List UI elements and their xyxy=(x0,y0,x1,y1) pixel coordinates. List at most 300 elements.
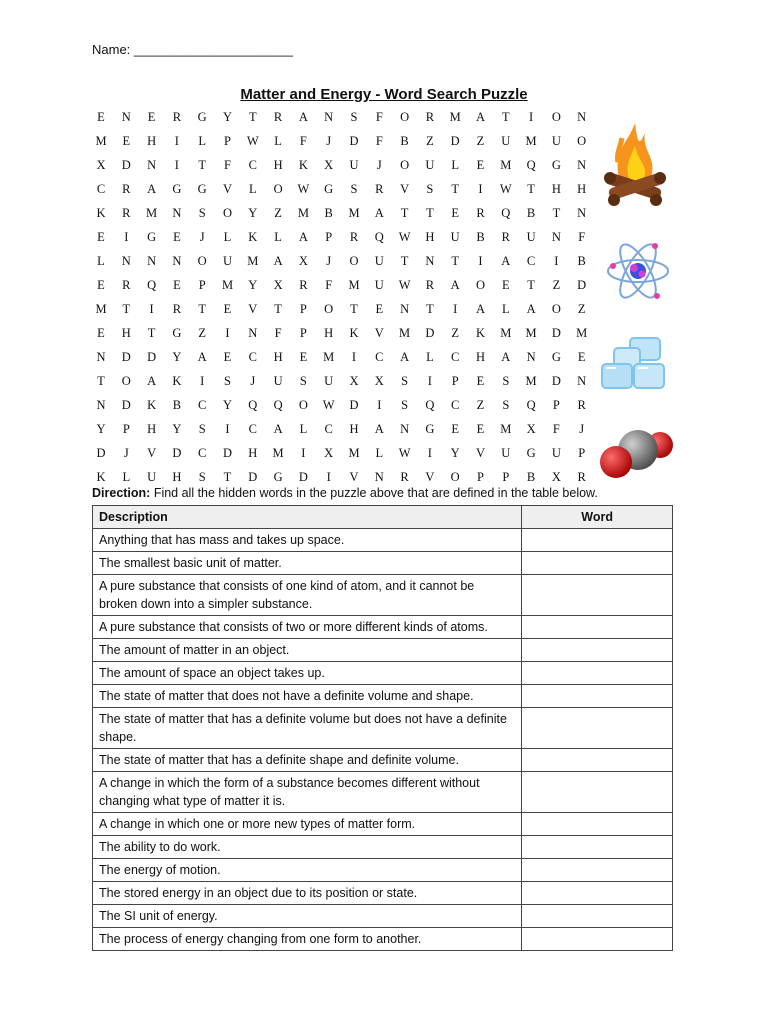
grid-letter: J xyxy=(199,230,205,244)
grid-letter: D xyxy=(147,350,157,364)
grid-letter: N xyxy=(577,110,587,124)
grid-letter: A xyxy=(475,110,486,124)
description-cell: The state of matter that has a definite volume but does not have a definite shape. xyxy=(93,708,522,749)
grid-letter: H xyxy=(121,326,131,340)
grid-letter: M xyxy=(500,158,512,172)
grid-letter: V xyxy=(475,446,486,460)
grid-letter: M xyxy=(297,206,309,220)
description-cell: A change in which the form of a substance becomes different without changing what type of matter it is. xyxy=(93,772,522,813)
grid-letter: E xyxy=(223,350,232,364)
word-answer-cell[interactable] xyxy=(522,836,673,859)
grid-letter: E xyxy=(476,422,485,436)
grid-letter: A xyxy=(501,350,511,364)
grid-row xyxy=(89,252,599,276)
grid-letter: N xyxy=(96,398,106,412)
ice-cubes-icon xyxy=(600,334,668,394)
word-answer-cell[interactable] xyxy=(522,616,673,639)
grid-letter: A xyxy=(526,302,536,316)
grid-letter: G xyxy=(324,182,334,196)
grid-row xyxy=(89,444,599,468)
grid-letter: D xyxy=(121,350,131,364)
grid-letter: U xyxy=(324,374,334,388)
grid-letter: T xyxy=(122,302,131,316)
description-cell: A change in which one or more new types of matter form. xyxy=(93,813,522,836)
grid-letter: F xyxy=(578,230,586,244)
grid-letter: G xyxy=(551,158,561,172)
grid-letter: Q xyxy=(501,206,511,220)
grid-letter: T xyxy=(147,326,156,340)
grid-letter: P xyxy=(552,398,560,412)
grid-letter: Y xyxy=(96,422,106,436)
grid-letter: M xyxy=(500,326,512,340)
grid-letter: F xyxy=(375,110,383,124)
grid-letter: L xyxy=(248,182,257,196)
grid-letter: N xyxy=(96,350,106,364)
grid-letter: C xyxy=(96,182,106,196)
description-cell: The ability to do work. xyxy=(93,836,522,859)
grid-letter: B xyxy=(577,254,586,268)
grid-letter: V xyxy=(400,182,410,196)
grid-letter: U xyxy=(551,134,561,148)
grid-letter: S xyxy=(350,182,358,196)
grid-letter: T xyxy=(451,254,459,268)
grid-letter: T xyxy=(426,206,434,220)
grid-letter: U xyxy=(551,446,561,460)
grid-letter: R xyxy=(122,206,131,220)
grid-letter: K xyxy=(147,398,157,412)
word-answer-cell[interactable] xyxy=(522,928,673,951)
grid-letter: E xyxy=(97,110,105,124)
grid-letter: M xyxy=(348,278,360,292)
grid-letter: W xyxy=(499,182,512,196)
grid-letter: N xyxy=(121,254,131,268)
grid-letter: B xyxy=(526,206,536,220)
grid-letter: H xyxy=(324,326,334,340)
grid-letter: Z xyxy=(552,278,561,292)
grid-letter: H xyxy=(147,422,157,436)
direction-instructions: Find all the hidden words in the puzzle above that are defined in the table below. xyxy=(150,486,598,500)
grid-letter: G xyxy=(526,446,536,460)
grid-letter: O xyxy=(551,302,561,316)
page-title: Matter and Energy - Word Search Puzzle xyxy=(240,86,528,103)
grid-letter: N xyxy=(577,158,587,172)
grid-letter: C xyxy=(375,350,384,364)
grid-row xyxy=(89,108,599,132)
grid-letter: X xyxy=(374,374,384,388)
grid-letter: Q xyxy=(425,398,435,412)
grid-row xyxy=(89,420,599,444)
grid-letter: P xyxy=(325,230,333,244)
grid-letter: O xyxy=(400,158,410,172)
grid-letter: O xyxy=(475,278,486,292)
grid-letter: Q xyxy=(273,398,283,412)
table-row xyxy=(93,813,673,836)
grid-row xyxy=(89,276,599,300)
description-cell: The energy of motion. xyxy=(93,859,522,882)
grid-letter: L xyxy=(451,158,459,172)
grid-letter: I xyxy=(200,374,205,388)
grid-letter: L xyxy=(299,422,308,436)
grid-letter: O xyxy=(551,110,561,124)
grid-letter: D xyxy=(425,326,435,340)
grid-letter: Y xyxy=(222,110,233,124)
grid-letter: P xyxy=(198,278,206,292)
table-row xyxy=(93,529,673,552)
grid-letter: C xyxy=(451,398,460,412)
grid-letter: C xyxy=(198,446,207,460)
grid-letter: U xyxy=(450,230,460,244)
grid-letter: F xyxy=(274,326,282,340)
grid-row xyxy=(89,396,599,420)
grid-letter: R xyxy=(501,230,510,244)
name-line: Name: ______________________ xyxy=(92,42,293,57)
word-answer-cell[interactable] xyxy=(522,552,673,575)
grid-row xyxy=(89,348,599,372)
word-answer-cell[interactable] xyxy=(522,639,673,662)
direction-label: Direction: xyxy=(92,486,151,500)
grid-letter: Z xyxy=(577,302,586,316)
grid-letter: J xyxy=(123,446,129,460)
grid-letter: Y xyxy=(248,278,258,292)
grid-letter: X xyxy=(324,158,334,172)
grid-letter: R xyxy=(400,470,409,484)
description-cell: Anything that has mass and takes up space. xyxy=(93,529,522,552)
grid-letter: I xyxy=(427,446,432,460)
grid-letter: G xyxy=(425,422,435,436)
grid-letter: A xyxy=(501,254,511,268)
description-cell: The state of matter that does not have a definite volume and shape. xyxy=(93,685,522,708)
grid-letter: N xyxy=(577,374,587,388)
grid-letter: C xyxy=(324,422,333,436)
grid-letter: N xyxy=(147,158,157,172)
grid-letter: K xyxy=(298,158,308,172)
grid-letter: O xyxy=(121,374,131,388)
grid-row xyxy=(89,324,599,348)
grid-letter: I xyxy=(427,374,432,388)
grid-letter: M xyxy=(348,446,360,460)
grid-letter: Z xyxy=(476,398,485,412)
grid-letter: D xyxy=(121,158,131,172)
grid-letter: G xyxy=(551,350,561,364)
grid-letter: I xyxy=(377,398,382,412)
grid-letter: L xyxy=(122,470,131,484)
grid-letter: Y xyxy=(172,422,182,436)
grid-letter: Q xyxy=(248,398,258,412)
grid-letter: A xyxy=(298,230,308,244)
grid-letter: M xyxy=(525,374,537,388)
grid-letter: C xyxy=(451,350,460,364)
grid-letter: K xyxy=(96,206,106,220)
grid-letter: D xyxy=(349,398,359,412)
table-row xyxy=(93,882,673,905)
grid-letter: J xyxy=(250,374,256,388)
table-row xyxy=(93,685,673,708)
grid-letter: T xyxy=(426,302,434,316)
grid-letter: U xyxy=(374,254,384,268)
description-cell: The amount of matter in an object. xyxy=(93,639,522,662)
grid-row xyxy=(89,156,599,180)
grid-letter: Z xyxy=(451,326,459,340)
grid-letter: N xyxy=(248,326,258,340)
grid-letter: L xyxy=(198,134,206,148)
grid-letter: M xyxy=(95,134,107,148)
grid-letter: L xyxy=(426,350,434,364)
grid-letter: E xyxy=(476,374,485,388)
word-answer-cell[interactable] xyxy=(522,575,673,616)
grid-letter: D xyxy=(222,446,233,460)
grid-letter: E xyxy=(577,350,586,364)
grid-letter: F xyxy=(299,134,307,148)
grid-letter: I xyxy=(174,134,179,148)
description-cell: The process of energy changing from one form to another. xyxy=(93,928,522,951)
grid-letter: S xyxy=(426,182,434,196)
grid-letter: K xyxy=(349,326,359,340)
grid-letter: K xyxy=(96,470,106,484)
grid-letter: Y xyxy=(222,398,233,412)
grid-letter: E xyxy=(122,134,131,148)
grid-letter: I xyxy=(301,446,306,460)
grid-letter: S xyxy=(502,374,510,388)
grid-letter: J xyxy=(326,254,332,268)
word-answer-cell[interactable] xyxy=(522,749,673,772)
grid-letter: X xyxy=(349,374,359,388)
description-cell: The state of matter that has a definite shape and definite volume. xyxy=(93,749,522,772)
grid-row xyxy=(89,228,599,252)
grid-letter: E xyxy=(375,302,384,316)
grid-letter: Z xyxy=(476,134,485,148)
grid-letter: S xyxy=(401,398,409,412)
table-row xyxy=(93,772,673,813)
grid-letter: O xyxy=(298,398,308,412)
table-row xyxy=(93,905,673,928)
grid-letter: T xyxy=(527,182,535,196)
word-header: Word xyxy=(522,506,673,529)
word-answer-cell[interactable] xyxy=(522,882,673,905)
grid-letter: F xyxy=(325,278,333,292)
grid-letter: M xyxy=(348,206,360,220)
grid-letter: Q xyxy=(147,278,157,292)
grid-letter: M xyxy=(525,326,537,340)
grid-letter: F xyxy=(224,158,231,172)
description-cell: The SI unit of energy. xyxy=(93,905,522,928)
grid-letter: A xyxy=(374,206,384,220)
grid-letter: C xyxy=(248,158,257,172)
grid-letter: D xyxy=(551,374,561,388)
grid-letter: X xyxy=(298,254,308,268)
grid-letter: P xyxy=(451,374,459,388)
grid-letter: G xyxy=(197,110,207,124)
atom-icon xyxy=(605,238,671,304)
word-answer-cell[interactable] xyxy=(522,708,673,749)
table-header-row xyxy=(93,506,673,529)
grid-letter: H xyxy=(273,158,283,172)
grid-letter: S xyxy=(350,110,358,124)
grid-letter: G xyxy=(147,230,157,244)
table-row xyxy=(93,836,673,859)
grid-letter: S xyxy=(401,374,409,388)
grid-letter: C xyxy=(248,350,257,364)
grid-letter: D xyxy=(349,134,359,148)
grid-letter: H xyxy=(425,230,435,244)
grid-letter: I xyxy=(529,110,534,124)
grid-letter: A xyxy=(197,350,207,364)
grid-letter: Y xyxy=(172,350,182,364)
grid-letter: P xyxy=(299,326,307,340)
description-header: Description xyxy=(93,506,522,529)
grid-letter: R xyxy=(299,278,308,292)
grid-letter: L xyxy=(223,230,232,244)
grid-letter: K xyxy=(475,326,486,340)
grid-letter: B xyxy=(526,470,536,484)
grid-letter: R xyxy=(172,110,182,124)
grid-letter: R xyxy=(577,398,586,412)
grid-letter: M xyxy=(95,302,107,316)
grid-letter: I xyxy=(149,302,154,316)
grid-letter: X xyxy=(526,422,536,436)
grid-letter: K xyxy=(172,374,182,388)
grid-letter: R xyxy=(375,182,384,196)
description-cell: The stored energy in an object due to its position or state. xyxy=(93,882,522,905)
grid-letter: L xyxy=(375,446,384,460)
description-cell: The smallest basic unit of matter. xyxy=(93,552,522,575)
grid-letter: U xyxy=(501,446,511,460)
grid-letter: W xyxy=(398,446,411,460)
grid-letter: N xyxy=(172,254,182,268)
word-answer-cell[interactable] xyxy=(522,772,673,813)
grid-letter: D xyxy=(248,470,258,484)
grid-letter: W xyxy=(398,230,411,244)
grid-letter: I xyxy=(351,350,357,364)
grid-letter: R xyxy=(273,110,283,124)
grid-letter: R xyxy=(425,278,435,292)
grid-letter: N xyxy=(400,302,410,316)
table-row xyxy=(93,662,673,685)
grid-letter: M xyxy=(146,206,158,220)
word-answer-cell[interactable] xyxy=(522,813,673,836)
grid-row xyxy=(89,180,599,204)
grid-letter: A xyxy=(273,254,283,268)
grid-letter: T xyxy=(400,206,409,220)
word-answer-cell[interactable] xyxy=(522,529,673,552)
grid-letter: P xyxy=(224,134,231,148)
grid-row xyxy=(89,300,599,324)
table-row xyxy=(93,708,673,749)
grid-letter: E xyxy=(173,230,181,244)
grid-letter: R xyxy=(172,302,182,316)
grid-letter: I xyxy=(478,254,483,268)
grid-letter: T xyxy=(274,302,282,316)
grid-letter: N xyxy=(374,470,384,484)
word-answer-cell[interactable] xyxy=(522,685,673,708)
grid-letter: I xyxy=(225,422,230,436)
grid-letter: W xyxy=(398,278,411,292)
word-answer-cell[interactable] xyxy=(522,662,673,685)
table-row xyxy=(93,552,673,575)
grid-letter: U xyxy=(526,230,536,244)
grid-letter: L xyxy=(274,134,282,148)
grid-letter: Q xyxy=(526,158,536,172)
description-cell: A pure substance that consists of two or more different kinds of atoms. xyxy=(93,616,522,639)
grid-letter: A xyxy=(298,110,308,124)
grid-letter: U xyxy=(273,374,283,388)
campfire-icon xyxy=(600,118,670,210)
grid-letter: M xyxy=(323,350,335,364)
grid-letter: A xyxy=(273,422,283,436)
grid-letter: N xyxy=(147,254,157,268)
grid-letter: O xyxy=(349,254,359,268)
word-answer-cell[interactable] xyxy=(522,859,673,882)
grid-letter: N xyxy=(121,110,131,124)
grid-letter: R xyxy=(122,278,131,292)
grid-letter: J xyxy=(326,134,332,148)
grid-row xyxy=(89,204,599,228)
definitions-table xyxy=(92,505,673,951)
description-cell: A pure substance that consists of one kind of atom, and it cannot be broken down into a simpler substance. xyxy=(93,575,522,616)
grid-letter: U xyxy=(501,134,511,148)
grid-letter: P xyxy=(122,422,130,436)
grid-letter: E xyxy=(223,302,232,316)
grid-letter: T xyxy=(198,158,206,172)
grid-letter: N xyxy=(526,350,536,364)
grid-letter: Q xyxy=(374,230,384,244)
grid-letter: I xyxy=(225,326,230,340)
grid-letter: H xyxy=(475,350,486,364)
grid-letter: M xyxy=(500,422,512,436)
grid-letter: E xyxy=(97,230,105,244)
grid-letter: E xyxy=(451,422,459,436)
grid-letter: R xyxy=(349,230,359,244)
grid-letter: D xyxy=(450,134,460,148)
table-row xyxy=(93,575,673,616)
grid-letter: I xyxy=(554,254,559,268)
grid-letter: G xyxy=(273,470,283,484)
grid-letter: N xyxy=(577,206,587,220)
grid-letter: O xyxy=(324,302,334,316)
grid-letter: S xyxy=(198,470,206,484)
grid-letter: H xyxy=(172,470,182,484)
grid-letter: O xyxy=(222,206,233,220)
grid-letter: V xyxy=(222,182,233,196)
grid-letter: N xyxy=(324,110,334,124)
grid-letter: B xyxy=(172,398,182,412)
grid-letter: T xyxy=(350,302,358,316)
grid-letter: D xyxy=(551,326,561,340)
grid-letter: A xyxy=(147,374,157,388)
grid-letter: H xyxy=(248,446,258,460)
grid-letter: V xyxy=(147,446,157,460)
grid-letter: C xyxy=(248,422,257,436)
description-cell: The amount of space an object takes up. xyxy=(93,662,522,685)
grid-letter: M xyxy=(449,110,461,124)
grid-letter: T xyxy=(501,110,510,124)
grid-letter: D xyxy=(172,446,182,460)
grid-letter: Y xyxy=(450,446,460,460)
grid-letter: E xyxy=(173,278,181,292)
grid-letter: G xyxy=(172,326,182,340)
grid-letter: X xyxy=(273,278,283,292)
grid-letter: Z xyxy=(198,326,206,340)
grid-letter: P xyxy=(578,446,586,460)
grid-letter: M xyxy=(247,254,259,268)
word-answer-cell[interactable] xyxy=(522,905,673,928)
grid-letter: E xyxy=(147,110,156,124)
grid-letter: H xyxy=(147,134,157,148)
grid-letter: U xyxy=(222,254,233,268)
grid-letter: B xyxy=(476,230,485,244)
grid-letter: S xyxy=(502,398,510,412)
grid-letter: E xyxy=(97,278,105,292)
grid-letter: O xyxy=(577,134,587,148)
